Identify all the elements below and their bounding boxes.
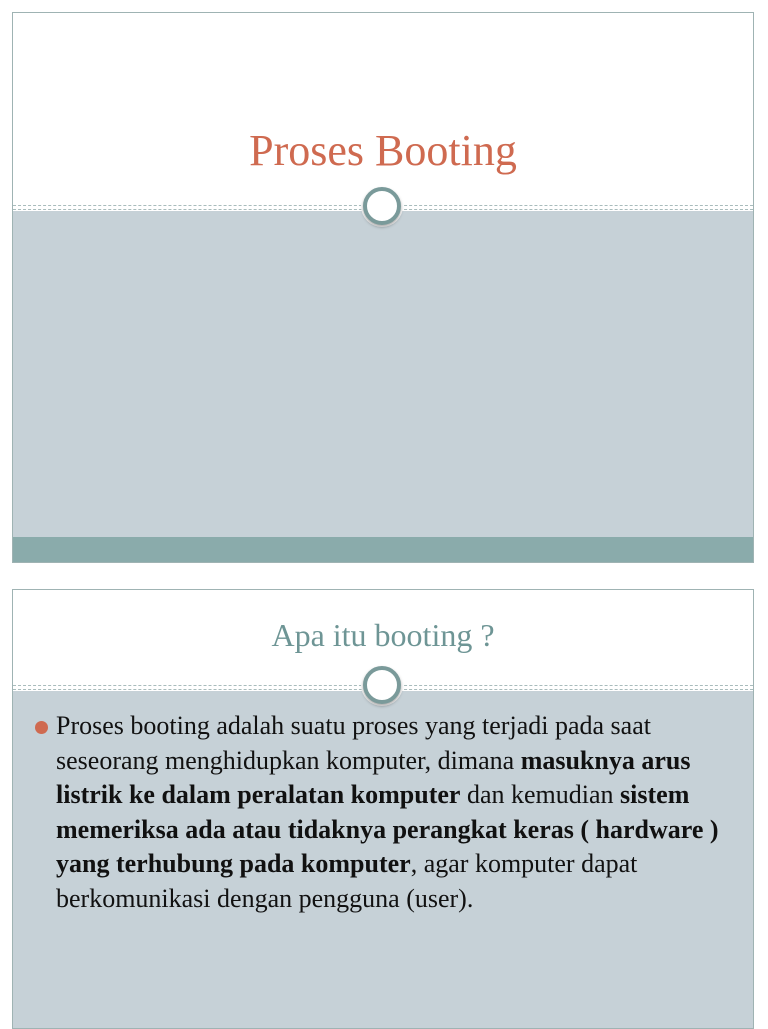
slide-1-title-area [13,13,753,205]
bullet-text-bold-1: masuknya arus listrik ke dalam peralatan komputer [56,745,691,809]
slide-1-circle-ornament [363,187,401,225]
slide-2-title: Apa itu booting ? [271,617,495,653]
bullet-text-bold-2: sistem memeriksa ada atau tidaknya perangkat keras ( hardware ) yang terhubung pada komputer [56,780,719,878]
slide-2-content-area [13,691,753,1029]
slide-1-title: Proses Booting [249,126,517,175]
bullet-dot-icon [35,721,48,734]
bullet-item [13,709,753,916]
slide-2-circle-ornament [363,666,401,704]
slide-1-content-area [13,211,753,537]
bullet-list [13,709,753,916]
slide-1-footer-band [13,537,753,563]
bullet-text-intro: Proses booting adalah suatu proses yang terjadi pada saat seseorang menghidupkan komputer, dimana [56,711,651,775]
slide-2 [12,589,754,1029]
slide-1 [12,12,754,563]
bullet-text-middle: dan kemudian [460,780,621,809]
bullet-text-end: , agar komputer dapat berkomunikasi dengan pengguna (user). [56,849,638,913]
